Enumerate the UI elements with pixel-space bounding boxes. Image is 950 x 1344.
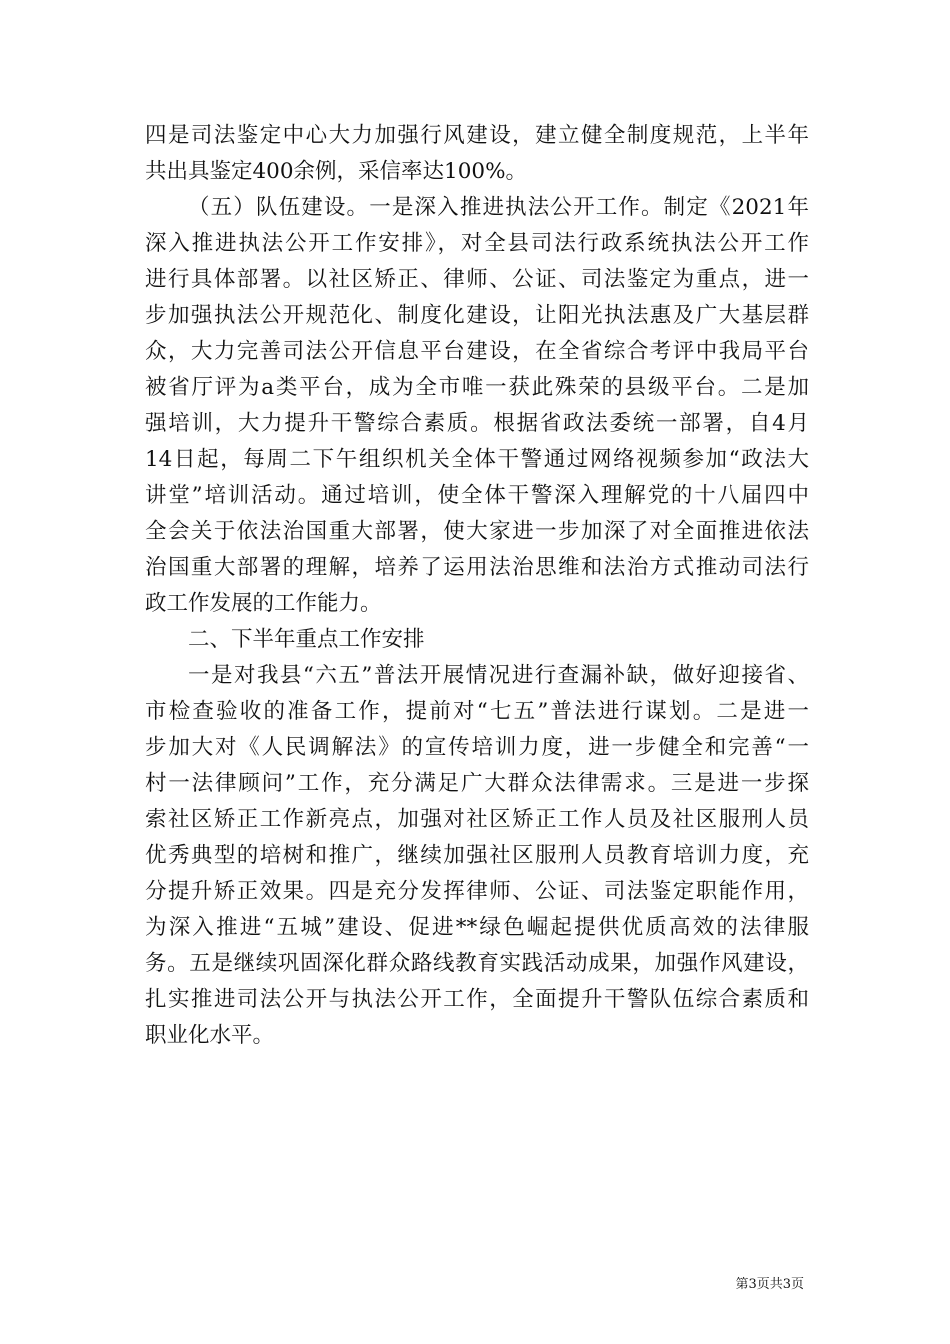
- text-line: 政工作发展的工作能力。: [145, 591, 382, 616]
- text-line: 优秀典型的培树和推广，继续加强社区服刑人员教育培训力度，充: [145, 843, 809, 868]
- text-line: 索社区矫正工作新亮点，加强对社区矫正工作人员及社区服刑人员: [145, 807, 809, 832]
- text-line: 为深入推进“五城”建设、促进**绿色崛起提供优质高效的法律服: [145, 915, 809, 940]
- text-line: 分提升矫正效果。四是充分发挥律师、公证、司法鉴定职能作用，: [145, 879, 809, 904]
- text-line: 职业化水平。: [145, 1023, 275, 1048]
- text-line: 被省厅评为a类平台，成为全市唯一获此殊荣的县级平台。二是加: [145, 375, 809, 400]
- document-body: [145, 118, 809, 1054]
- text-line: 14日起，每周二下午组织机关全体干警通过网络视频参加“政法大: [145, 447, 809, 472]
- text-line: 四是司法鉴定中心大力加强行风建设，建立健全制度规范，上半年: [145, 123, 809, 148]
- text-line: 进行具体部署。以社区矫正、律师、公证、司法鉴定为重点，进一: [145, 267, 809, 292]
- text-line: 村一法律顾问”工作，充分满足广大群众法律需求。三是进一步探: [145, 771, 809, 796]
- section-heading: 二、下半年重点工作安排: [188, 627, 425, 652]
- text-line: 扎实推进司法公开与执法公开工作，全面提升干警队伍综合素质和: [145, 987, 809, 1012]
- text-line: 全会关于依法治国重大部署，使大家进一步加深了对全面推进依法: [145, 519, 809, 544]
- text-line: （五）队伍建设。一是深入推进执法公开工作。制定《2021年: [188, 195, 809, 220]
- text-line: 共出具鉴定400余例，采信率达100%。: [145, 159, 528, 184]
- text-line: 步加大对《人民调解法》的宣传培训力度，进一步健全和完善“一: [145, 735, 809, 760]
- text-line: 一是对我县“六五”普法开展情况进行查漏补缺，做好迎接省、: [188, 663, 809, 688]
- text-line: 务。五是继续巩固深化群众路线教育实践活动成果，加强作风建设，: [145, 951, 809, 976]
- text-line: 讲堂”培训活动。通过培训，使全体干警深入理解党的十八届四中: [145, 483, 809, 508]
- text-line: 市检查验收的准备工作，提前对“七五”普法进行谋划。二是进一: [145, 699, 809, 724]
- text-line: 强培训，大力提升干警综合素质。根据省政法委统一部署，自4月: [145, 411, 809, 436]
- page-number-footer: 第3页共3页: [735, 1277, 804, 1292]
- text-line: 深入推进执法公开工作安排》，对全县司法行政系统执法公开工作: [145, 231, 809, 256]
- text-line: 治国重大部署的理解，培养了运用法治思维和法治方式推动司法行: [145, 555, 809, 580]
- text-line: 步加强执法公开规范化、制度化建设，让阳光执法惠及广大基层群: [145, 303, 809, 328]
- text-line: 众，大力完善司法公开信息平台建设，在全省综合考评中我局平台: [145, 339, 809, 364]
